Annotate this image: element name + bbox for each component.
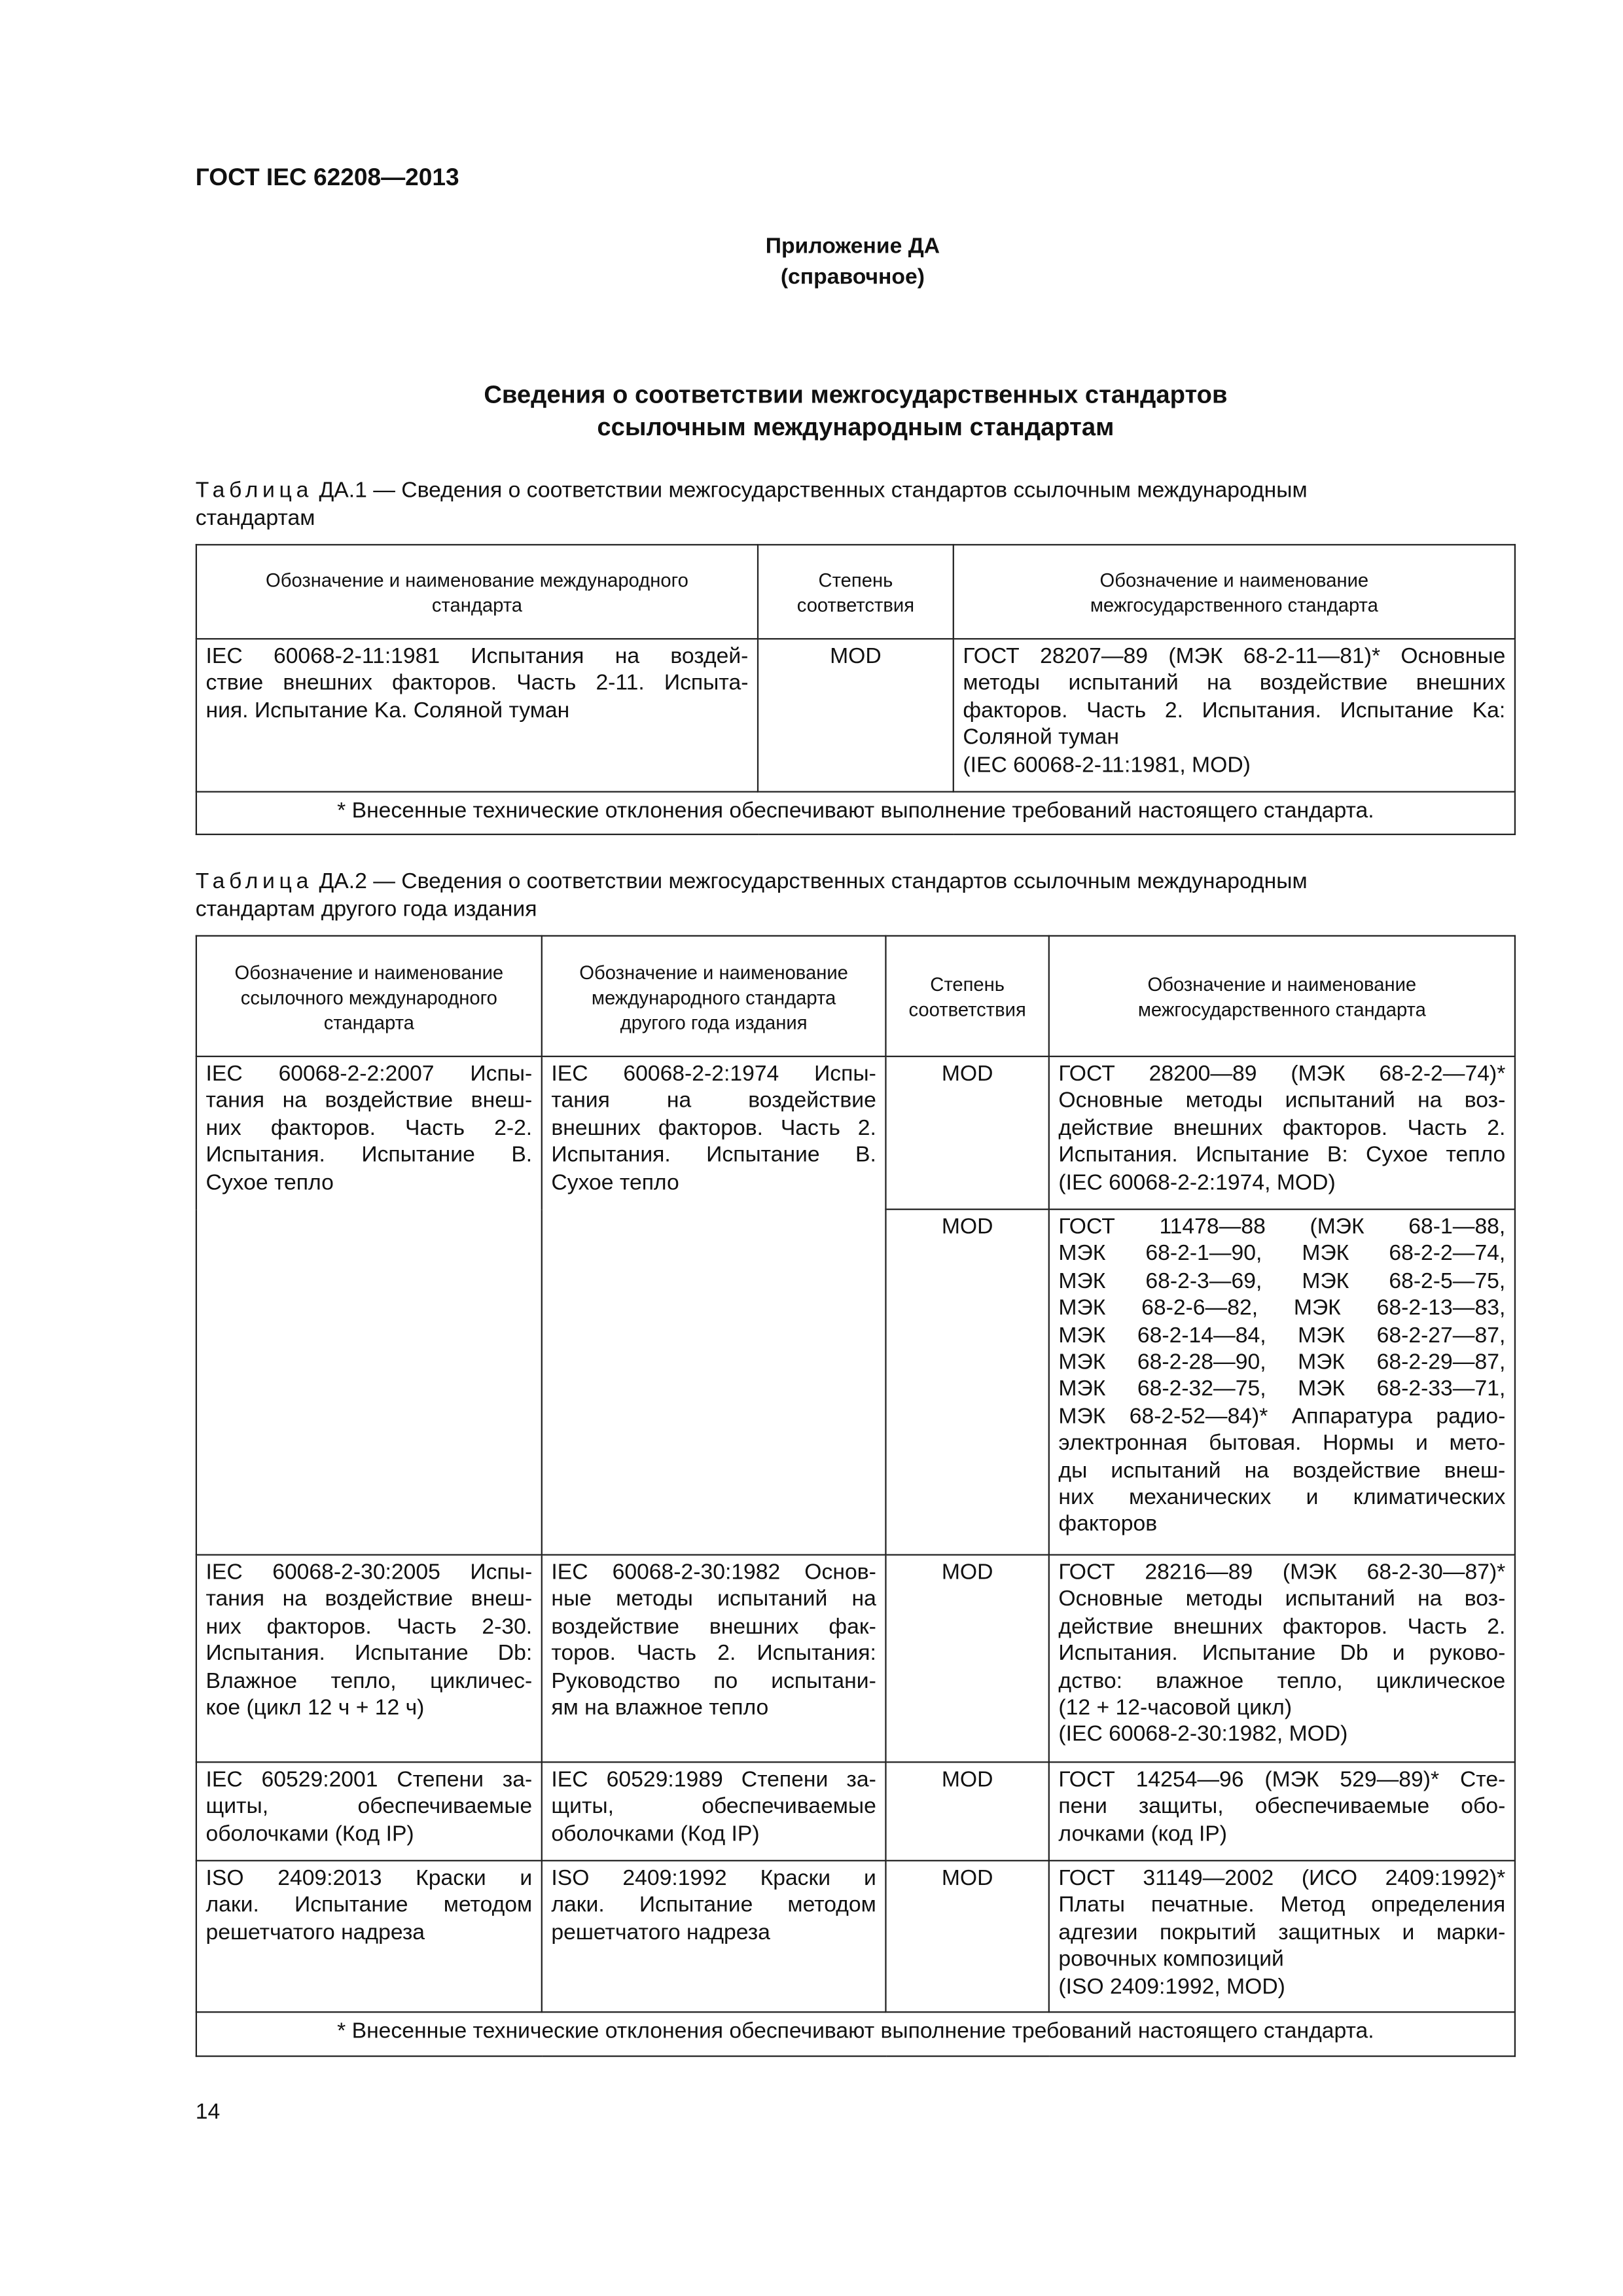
cell-ref-intl-standard: IEC 60068-2-30:2005 Испы- тания на воздействие внеш- них факторов. Часть 2-30. Испытания. Испытание Db: Влажное тепло, цикличес- кое (цикл 12 ч + 12 ч) bbox=[196, 1555, 542, 1763]
table-row bbox=[196, 639, 1515, 792]
cell-degree: MOD bbox=[885, 1210, 1048, 1555]
caption-text: стандартам другого года издания bbox=[195, 897, 537, 922]
caption-text: ДА.1 — Сведения о соответствии межгосударственных стандартов ссылочным международным bbox=[319, 478, 1308, 503]
cell-other-year-standard: IEC 60068-2-2:1974 Испы- тания на воздействие внешних факторов. Часть 2. Испытания. Испытание B. Сухое тепло bbox=[542, 1056, 886, 1555]
table-row bbox=[196, 1555, 1515, 1763]
table-footnote-row bbox=[196, 2012, 1515, 2056]
cell-degree: MOD bbox=[885, 1762, 1048, 1861]
cell-degree: MOD bbox=[885, 1861, 1048, 2012]
table-footnote-row bbox=[196, 792, 1515, 834]
table-da2-caption bbox=[196, 867, 1516, 923]
appendix-subtitle: (справочное) bbox=[780, 264, 925, 290]
table-row bbox=[196, 1056, 1515, 1210]
header-intl-standard: Обозначение и наименование международного стандарта bbox=[196, 545, 758, 639]
cell-interstate-standard: ГОСТ 28216—89 (МЭК 68-2-30—87)* Основные методы испытаний на воз- действие внешних факторов. Часть 2. Испытания. Испытание Db и руково- дство: влажное тепло, циклическое (12 + 12-часовой цикл) (IEC 60068-2-30:1982, MOD) bbox=[1049, 1555, 1515, 1763]
cell-degree: MOD bbox=[758, 639, 954, 792]
table-row bbox=[196, 1861, 1515, 2012]
cell-other-year-standard: IEC 60529:1989 Степени за- щиты, обеспечиваемые оболочками (Код IP) bbox=[542, 1762, 886, 1861]
section-title-line: ссылочным международным стандартам bbox=[597, 413, 1115, 441]
table-label: Таблица bbox=[195, 478, 313, 503]
cell-degree: MOD bbox=[885, 1555, 1048, 1763]
cell-interstate-standard: ГОСТ 28207—89 (МЭК 68-2-11—81)* Основные методы испытаний на воздействие внешних факторов. Часть 2. Испытания. Испытание Ka: Соляной туман (IEC 60068-2-11:1981, MOD) bbox=[954, 639, 1515, 792]
table-footnote: * Внесенные технические отклонения обеспечивают выполнение требований настоящего стандарта. bbox=[196, 2012, 1515, 2056]
header-interstate-standard: Обозначение и наименование межгосударственного стандарта bbox=[1049, 936, 1515, 1056]
section-title-line: Сведения о соответствии межгосударственных стандартов bbox=[484, 380, 1228, 409]
page-number: 14 bbox=[195, 2099, 221, 2125]
header-ref-intl-standard: Обозначение и наименование ссылочного международного стандарта bbox=[196, 936, 542, 1056]
header-other-year-standard: Обозначение и наименование международного стандарта другого года издания bbox=[542, 936, 886, 1056]
table-da1 bbox=[196, 544, 1516, 835]
header-degree: Степень соответствия bbox=[758, 545, 954, 639]
section-title bbox=[196, 380, 1516, 444]
cell-interstate-standard: ГОСТ 14254—96 (МЭК 529—89)* Сте- пени защиты, обеспечиваемые обо- лочками (код IP) bbox=[1049, 1762, 1515, 1861]
header-interstate-standard: Обозначение и наименование межгосударственного стандарта bbox=[954, 545, 1515, 639]
caption-text: ДА.2 — Сведения о соответствии межгосударственных стандартов ссылочным международным bbox=[319, 869, 1308, 894]
cell-other-year-standard: IEC 60068-2-30:1982 Основ- ные методы испытаний на воздействие внешних фак- торов. Часть 2. Испытания: Руководство по испытани- ям на влажное тепло bbox=[542, 1555, 886, 1763]
cell-interstate-standard: ГОСТ 31149—2002 (ИСО 2409:1992)* Платы печатные. Метод определения адгезии покрытий защитных и марки- ровочных композиций (ISO 2409:1992, MOD) bbox=[1049, 1861, 1515, 2012]
table-header-row bbox=[196, 936, 1515, 1056]
appendix-title: Приложение ДА bbox=[765, 234, 940, 259]
header-degree: Степень соответствия bbox=[885, 936, 1048, 1056]
table-da2 bbox=[196, 935, 1516, 2057]
table-da1-caption bbox=[196, 476, 1516, 532]
cell-interstate-standard: ГОСТ 28200—89 (МЭК 68-2-2—74)* Основные методы испытаний на воз- действие внешних факторов. Часть 2. Испытания. Испытание B: Сухое тепло (IEC 60068-2-2:1974, MOD) bbox=[1049, 1056, 1515, 1210]
cell-ref-intl-standard: ISO 2409:2013 Краски и лаки. Испытание методом решетчатого надреза bbox=[196, 1861, 542, 2012]
caption-text: стандартам bbox=[195, 505, 315, 531]
cell-intl-standard: IEC 60068-2-11:1981 Испытания на воздей- ствие внешних факторов. Часть 2-11. Испыта- ния. Испытание Ka. Соляной туман bbox=[196, 639, 758, 792]
cell-other-year-standard: ISO 2409:1992 Краски и лаки. Испытание методом решетчатого надреза bbox=[542, 1861, 886, 2012]
cell-ref-intl-standard: IEC 60529:2001 Степени за- щиты, обеспечиваемые оболочками (Код IP) bbox=[196, 1762, 542, 1861]
cell-interstate-standard: ГОСТ 11478—88 (МЭК 68-1—88, МЭК 68-2-1—90, МЭК 68-2-2—74, МЭК 68-2-3—69, МЭК 68-2-5—75, МЭК 68-2-6—82, МЭК 68-2-13—83, МЭК 68-2-14—84, МЭК 68-2-27—87, МЭК 68-2-28—90, МЭК 68-2-29—87, МЭК 68-2-32—75, МЭК 68-2-33—71, МЭК 68-2-52—84)* Аппаратура радио- электронная бытовая. Нормы и мето- ды испытаний на воздействие внеш- них механических и климатических факторов bbox=[1049, 1210, 1515, 1555]
table-header-row bbox=[196, 545, 1515, 639]
document-code: ГОСТ IEC 62208—2013 bbox=[195, 164, 459, 192]
cell-degree: MOD bbox=[885, 1056, 1048, 1210]
table-row bbox=[196, 1762, 1515, 1861]
table-footnote: * Внесенные технические отклонения обеспечивают выполнение требований настоящего стандарта. bbox=[196, 792, 1515, 834]
table-label: Таблица bbox=[195, 869, 313, 894]
cell-ref-intl-standard: IEC 60068-2-2:2007 Испы- тания на воздействие внеш- них факторов. Часть 2-2. Испытания. Испытание B. Сухое тепло bbox=[196, 1056, 542, 1555]
